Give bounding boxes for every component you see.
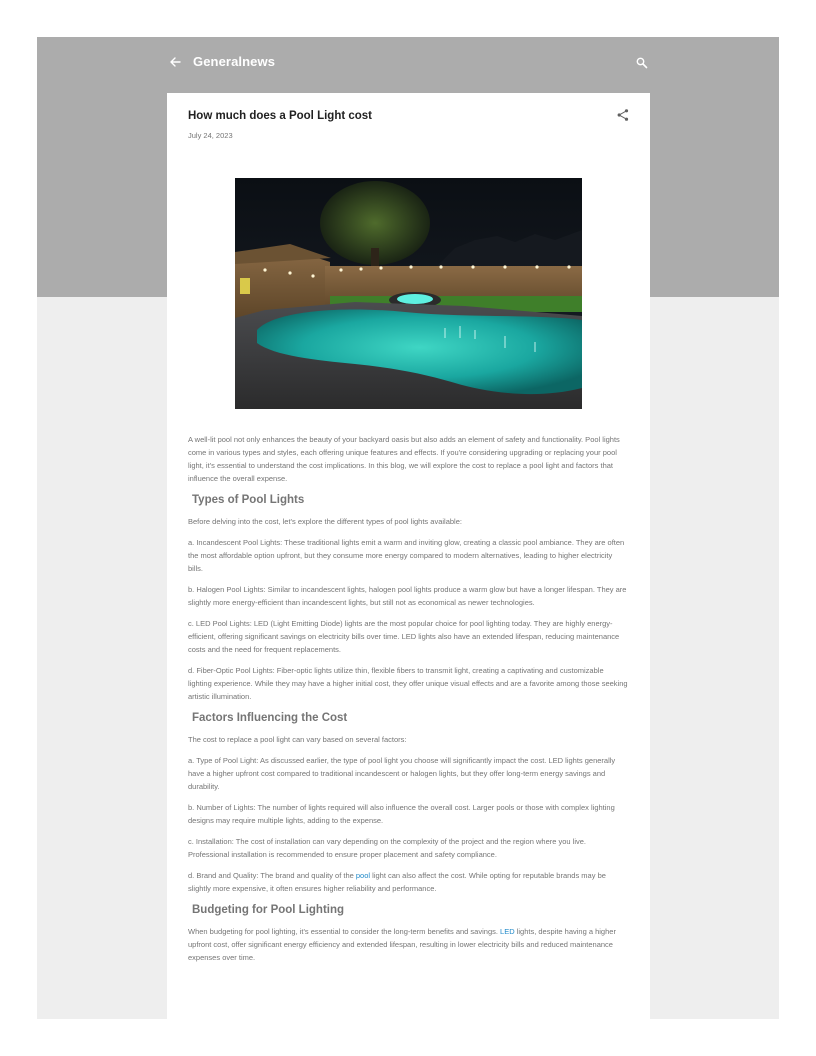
budget-paragraph [188,925,629,964]
item-text: d. Brand and Quality: The brand and quality of the [188,871,356,880]
list-item: b. Halogen Pool Lights: Similar to incandescent lights, halogen pool lights produce a warm glow but have a longer lifespan. They are slightly more energy-efficient than incandescent lights, but still not as economical as newer technologies. [188,585,627,607]
led-link[interactable]: LED [500,927,515,936]
arrow-left-icon[interactable] [167,54,183,70]
section-heading-factors: Factors Influencing the Cost [192,712,348,724]
post-date: July 24, 2023 [188,131,233,140]
section-lead: Before delving into the cost, let's explore the different types of pool lights available: [188,517,462,526]
top-bar [167,51,649,75]
post-title: How much does a Pool Light cost [188,110,373,122]
blog-title[interactable]: Generalnews [193,54,276,69]
section-lead: The cost to replace a pool light can vary based on several factors: [188,735,407,744]
section-heading-types: Types of Pool Lights [192,494,305,506]
page-frame [37,37,779,1019]
paragraph-text: When budgeting for pool lighting, it's essential to consider the long-term benefits and savings. [188,927,501,936]
pool-link[interactable]: pool [355,871,371,880]
post-card [167,93,650,1019]
list-item: a. Type of Pool Light: As discussed earlier, the type of pool light you choose will significantly impact the cost. LED lights generally have a higher upfront cost compared to traditional incandescent or halogen lights, but they offer long-term energy savings and durability. [188,756,616,791]
paragraph-text: lights, despite having a higher upfront cost, offer significant energy efficiency and extended lifespan, resulting in lower electricity bills and reduced maintenance expenses over time. [188,927,616,962]
post-body [188,433,629,972]
section-heading-budgeting: Budgeting for Pool Lighting [192,904,345,916]
list-item: b. Number of Lights: The number of lights required will also influence the overall cost. Larger pools or those with complex lighting designs may require multiple lights, adding to the expense. [188,803,615,825]
list-item [188,869,629,895]
search-icon[interactable] [635,56,649,70]
list-item: a. Incandescent Pool Lights: These traditional lights emit a warm and inviting glow, creating a classic pool ambiance. They are often the most affordable option upfront, but they consume more energy compared to modern alternatives, leading to higher electricity bills. [188,538,625,573]
pool-photo[interactable] [235,178,582,409]
list-item: c. Installation: The cost of installation can vary depending on the complexity of the project and the region where you live. Professional installation is recommended to ensure proper placement and safety compliance. [188,837,587,859]
list-item: c. LED Pool Lights: LED (Light Emitting Diode) lights are the most popular choice for pool lighting today. They are highly energy-efficient, offering significant savings on electricity bills over time. LED lights also have an extended lifespan, reducing maintenance costs and the need for frequent replacements. [188,619,620,654]
share-icon[interactable] [616,108,630,122]
item-text: light can also affect the cost. While opting for reputable brands may be slightly more expensive, it often ensures higher reliability and performance. [188,871,606,893]
intro-paragraph: A well-lit pool not only enhances the beauty of your backyard oasis but also adds an element of safety and functionality. Pool lights come in various types and styles, each offering unique features and effects. If you're considering upgrading or replacing your pool light, it's essential to understand the cost implications. In this blog, we will explore the cost to replace a pool light and factors that influence the overall expense. [188,435,620,483]
list-item: d. Fiber-Optic Pool Lights: Fiber-optic lights utilize thin, flexible fibers to transmit light, creating a captivating and customizable lighting experience. While they may have a higher initial cost, they offer unique visual effects and are a favorite among those seeking artistic illumination. [188,666,628,701]
